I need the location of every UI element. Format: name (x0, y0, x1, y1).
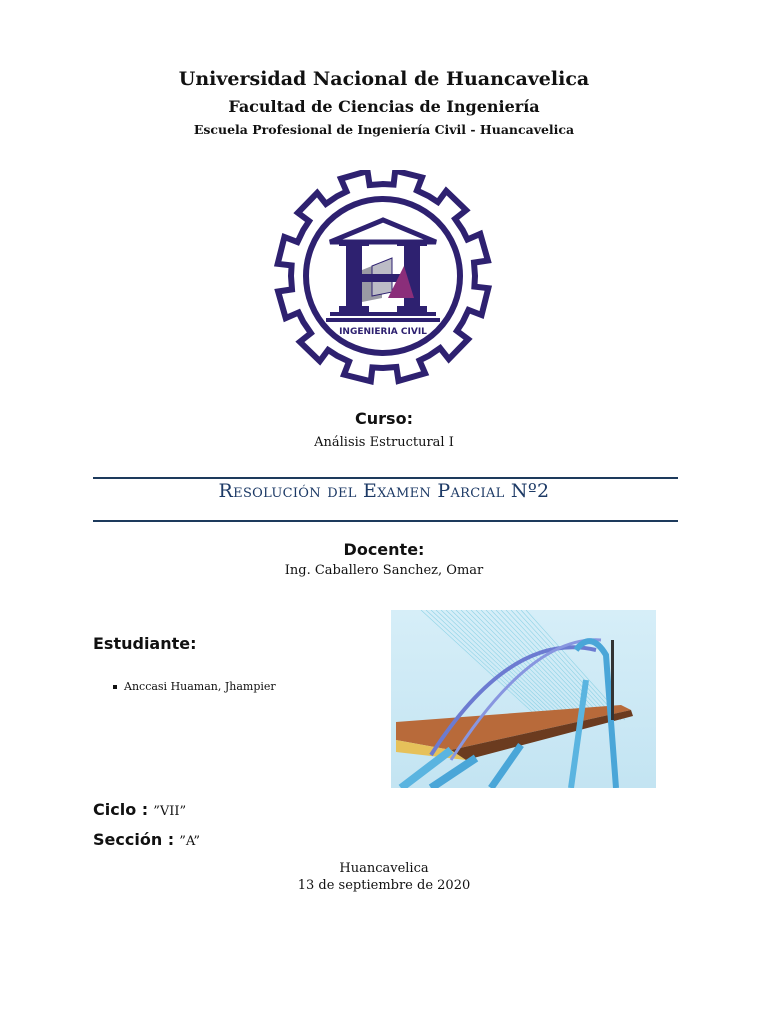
course-label: Curso: (355, 409, 413, 428)
student-label: Estudiante: (93, 634, 197, 653)
section-label: Sección : (93, 830, 175, 849)
section-value: ”A” (179, 834, 201, 849)
teacher-label: Docente: (343, 540, 425, 559)
svg-text:INGENIERIA CIVIL: INGENIERIA CIVIL (339, 327, 427, 337)
cycle-field (93, 800, 186, 819)
title-rule-top (93, 477, 678, 479)
university-name: Universidad Nacional de Huancavelica (178, 68, 590, 90)
faculty-name: Facultad de Ciencias de Ingeniería (228, 97, 540, 116)
cycle-value: ”VII” (153, 804, 187, 819)
teacher-name: Ing. Caballero Sanchez, Omar (284, 563, 484, 578)
bridge-image (391, 610, 656, 788)
document-date: 13 de septiembre de 2020 (297, 878, 471, 893)
gear-emblem-icon (268, 170, 498, 385)
bullet-icon (113, 685, 117, 689)
title-rule-bottom (93, 520, 678, 522)
document-title: Resolución del Examen Parcial Nº2 (218, 480, 550, 502)
place-name: Huancavelica (339, 861, 429, 876)
school-name: Escuela Profesional de Ingeniería Civil - Huancavelica (193, 122, 575, 137)
course-name: Análisis Estructural I (314, 435, 454, 450)
list-item (113, 680, 276, 693)
cycle-label: Ciclo : (93, 800, 149, 819)
student-name: Anccasi Huaman, Jhampier (124, 680, 276, 693)
section-field (93, 830, 200, 849)
